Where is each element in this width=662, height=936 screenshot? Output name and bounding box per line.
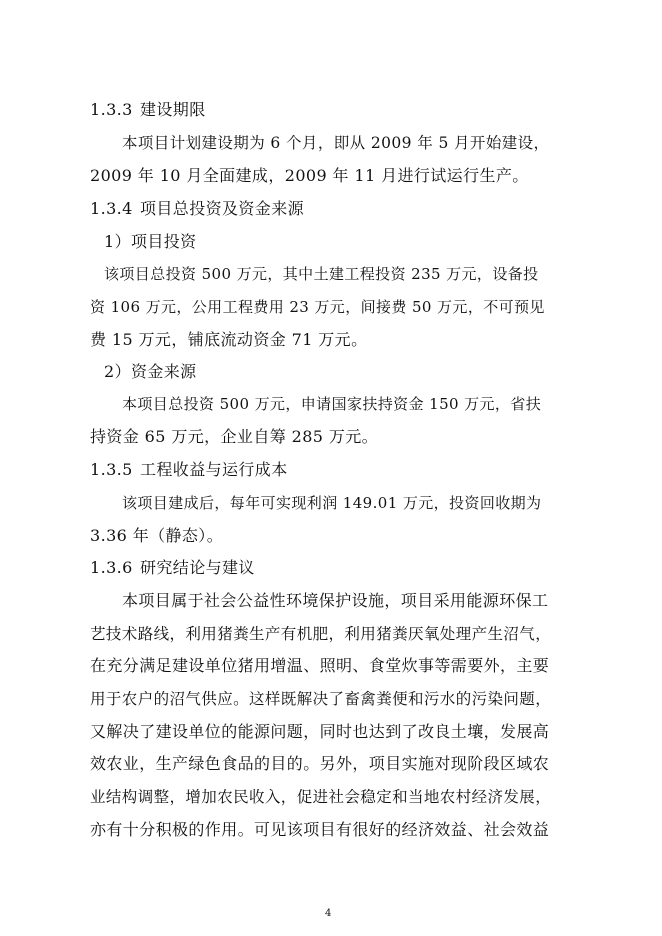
paragraph-line: 效农业，生产绿色食品的目的。另外，项目实施对现阶段区域农 <box>90 754 550 773</box>
paragraph-line: 持资金 65 万元，企业自筹 285 万元。 <box>90 427 379 446</box>
section-title: 研究结论与建议 <box>140 558 255 577</box>
section-heading-1-3-5 <box>90 460 288 480</box>
section-number: 1.3.3 <box>90 100 133 119</box>
paragraph-line: 2009 年 10 月全面建成，2009 年 11 月进行试运行生产。 <box>90 166 529 185</box>
section-number: 1.3.4 <box>90 199 133 218</box>
section-heading-1-3-6 <box>90 558 255 578</box>
paragraph-line: 费 15 万元，铺底流动资金 71 万元。 <box>90 330 368 349</box>
section-title: 工程收益与运行成本 <box>140 460 288 479</box>
section-number: 1.3.5 <box>90 460 133 479</box>
paragraph-line: 艺技术路线，利用猪粪生产有机肥，利用猪粪厌氧处理产生沼气， <box>90 625 552 643</box>
subsection-title: 1）项目投资 <box>104 232 197 251</box>
paragraph-line: 本项目总投资 500 万元，申请国家扶持资金 150 万元，省扶 <box>122 395 542 413</box>
paragraph-line: 资 106 万元，公用工程费用 23 万元，间接费 50 万元，不可预见 <box>90 298 545 316</box>
paragraph-line: 在充分满足建设单位猪用增温、照明、食堂炊事等需要外，主要 <box>90 656 550 675</box>
paragraph-line: 亦有十分积极的作用。可见该项目有很好的经济效益、社会效益 <box>90 820 550 839</box>
paragraph-line: 该项目总投资 500 万元，其中土建工程投资 235 万元，设备投 <box>104 265 539 283</box>
paragraph-line: 本项目属于社会公益性环境保护设施，项目采用能源环保工 <box>122 591 549 610</box>
paragraph-line: 该项目建成后，每年可实现利润 149.01 万元，投资回收期为 <box>122 494 542 512</box>
paragraph-line: 业结构调整，增加农民收入，促进社会稳定和当地农村经济发展， <box>90 788 552 806</box>
paragraph-line: 本项目计划建设期为 6 个月，即从 2009 年 5 月开始建设， <box>122 134 550 152</box>
section-heading-1-3-4 <box>90 199 304 219</box>
paragraph-line: 3.36 年（静态）。 <box>90 526 224 545</box>
page-number: 4 <box>325 908 332 919</box>
section-title: 建设期限 <box>140 100 206 119</box>
subsection-title: 2）资金来源 <box>104 362 197 381</box>
paragraph-line: 用于农户的沼气供应。这样既解决了畜禽粪便和污水的污染问题， <box>90 690 552 708</box>
section-title: 项目总投资及资金来源 <box>140 199 305 218</box>
paragraph-line: 又解决了建设单位的能源问题，同时也达到了改良土壤，发展高 <box>90 722 550 741</box>
section-heading-1-3-3 <box>90 100 206 120</box>
section-number: 1.3.6 <box>90 558 133 577</box>
